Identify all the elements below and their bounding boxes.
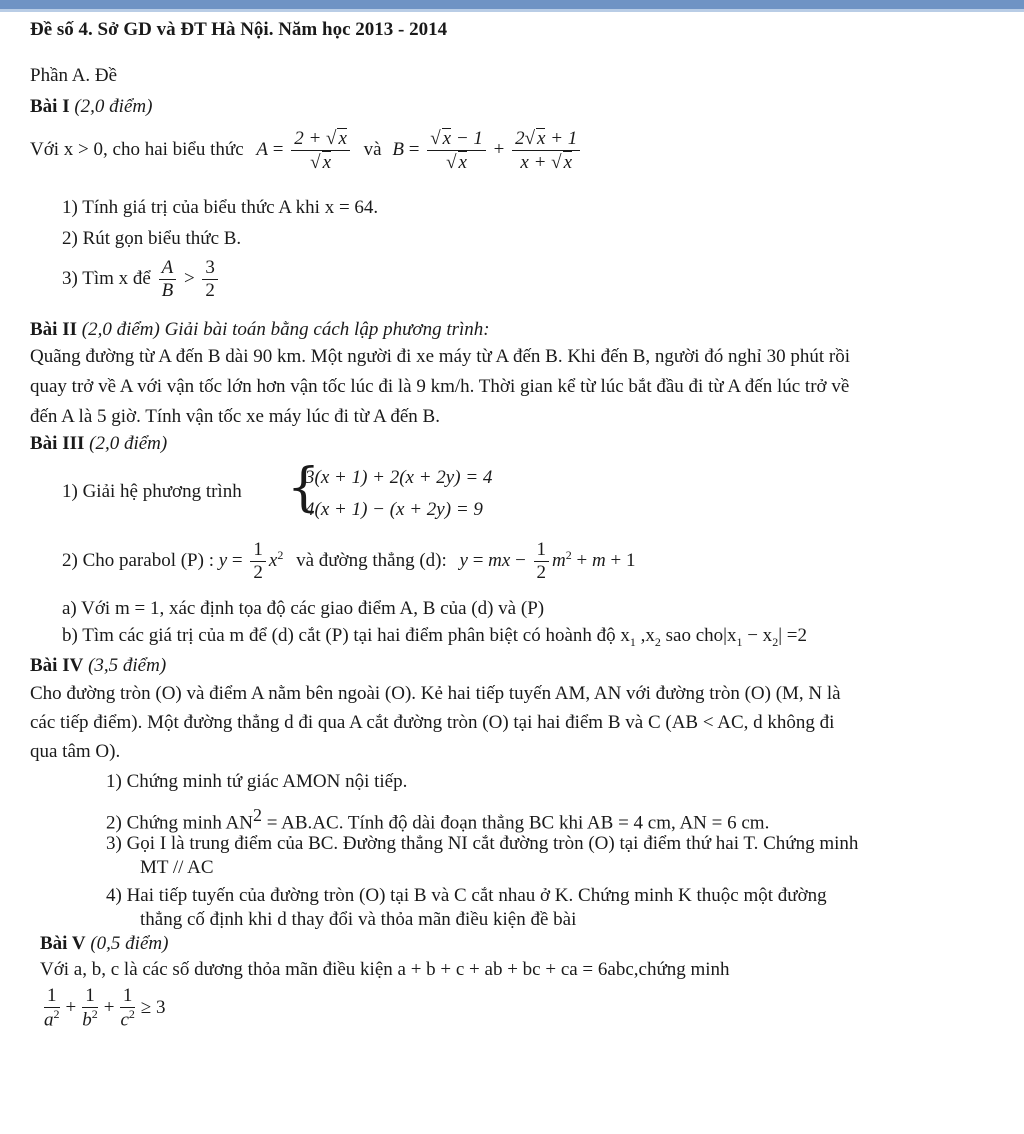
bai5-title: Bài V	[40, 933, 86, 954]
bai3-points: (2,0 điểm)	[89, 433, 168, 454]
bai4-item-1: 1) Chứng minh tứ giác AMON nội tiếp.	[106, 771, 408, 792]
top-border	[0, 0, 1024, 9]
bai1-item-1: 1) Tính giá trị của biểu thức A khi x = 64.	[62, 197, 379, 218]
top-border-light	[0, 9, 1024, 12]
bai3-item-1: 1) Giải hệ phương trình	[62, 481, 242, 502]
bai1-title: Bài I	[30, 96, 70, 117]
bai2-title: Bài II	[30, 319, 77, 340]
bai1-item-2: 2) Rút gọn biểu thức B.	[62, 228, 242, 249]
bai4-item-4-cont: thẳng cố định khi d thay đổi và thỏa mãn điều kiện đề bài	[140, 909, 577, 930]
bai4-line-2: các tiếp điểm). Một đường thẳng d đi qua A cắt đường tròn (O) tại hai điểm B và C (AB < AC, d không đi	[30, 712, 835, 733]
page-title: Đề số 4. Sở GD và ĐT Hà Nội. Năm học 2013 - 2014	[30, 19, 448, 40]
bai1-item-3-line: 3) Tìm x để $\frac{A}{B}$ > $\frac{3}{2}$	[62, 258, 221, 302]
frac-1-b2: $\frac{1}{b^2}$	[82, 985, 98, 1031]
bai2-line-2: quay trở về A với vận tốc lớn hơn vận tốc lúc đi là 9 km/h. Thời gian kể từ lúc bắt đầu đi từ A đến lúc trở về	[30, 376, 850, 397]
bai3-item-2-line: 2) Cho parabol (P) : y = $\frac{1}{2}$ $x^2$ và đường thẳng (d): y = mx − $\frac{1}{2}$ $m^2 + m + 1$	[62, 539, 636, 583]
bai1-intro: Với x > 0, cho hai biểu thức	[30, 139, 244, 161]
formula-A: $\frac{2 + √ x}{√ x}$	[291, 128, 350, 174]
formula-B-part2: $\frac{2√ x + 1}{x + √ x}$	[512, 128, 580, 174]
system-eq-1: 3(x + 1) + 2(x + 2y) = 4	[305, 467, 493, 488]
bai5-points: (0,5 điểm)	[90, 933, 169, 954]
bai1-points: (2,0 điểm)	[74, 96, 153, 117]
bai4-heading	[30, 654, 166, 678]
bai3-heading	[30, 432, 167, 456]
system-brace: {	[287, 458, 321, 518]
bai1-heading	[30, 95, 152, 119]
fraction-3-over-2: $\frac{3}{2}$	[202, 258, 218, 302]
fraction-A-over-B: $\frac{A}{B}$	[159, 258, 177, 302]
bai5-line: Với a, b, c là các số dương thỏa mãn điều kiện a + b + c + ab + bc + ca = 6abc,chứng minh	[40, 959, 730, 980]
bai4-title: Bài IV	[30, 655, 84, 676]
bai3-item-a: a) Với m = 1, xác định tọa độ các giao điểm A, B của (d) và (P)	[62, 598, 545, 619]
bai4-item-4: 4) Hai tiếp tuyến của đường tròn (O) tại B và C cắt nhau ở K. Chứng minh K thuộc một đường	[106, 885, 827, 906]
bai1-and: và	[363, 139, 382, 161]
bai3-line-d: và đường thẳng (d):	[296, 550, 447, 572]
bai2-line-1: Quãng đường từ A đến B dài 90 km. Một người đi xe máy từ A đến B. Khi đến B, người đó nghỉ 30 phút rồi	[30, 346, 850, 367]
bai1-intro-line: Với x > 0, cho hai biểu thức A = $\frac{2 + √ x}{√ x}$ và B = $\frac{√ x - 1}{√ x}$ + $\frac{2√ x + 1}{x + √ x}$	[30, 128, 583, 174]
system-eq-2: 4(x + 1) − (x + 2y) = 9	[305, 499, 483, 520]
bai4-item-2a: 2) Chứng minh AN	[106, 812, 253, 834]
bai4-item-2b: = AB.AC. Tính độ dài đoạn thẳng BC khi AB = 4 cm, AN = 6 cm.	[266, 812, 770, 834]
fraction-one-half-2: $\frac{1}{2}$	[534, 540, 550, 584]
bai2-heading	[30, 318, 490, 342]
bai4-line-1: Cho đường tròn (O) và điểm A nằm bên ngoài (O). Kẻ hai tiếp tuyến AM, AN với đường tròn (O) (M, N là	[30, 683, 841, 704]
bai5-heading	[40, 932, 168, 956]
frac-1-c2: $\frac{1}{c^2}$	[120, 985, 135, 1031]
inequality: $\frac{1}{a^2}$ + $\frac{1}{b^2}$ + $\frac{1}{c^2}$ ≥ 3	[38, 986, 166, 1031]
bai3-item-b-line: b) Tìm các giá trị của m để (d) cắt (P) tại hai điểm phân biệt có hoành độ $x_1$ $,x_2$ sao $cho|x_1 - x_2| =2$	[62, 625, 807, 649]
bai3-item-2: 2) Cho parabol (P) :	[62, 550, 214, 572]
bai3-title: Bài III	[30, 433, 85, 454]
bai4-points: (3,5 điểm)	[88, 655, 167, 676]
bai2-line-3: đến A là 5 giờ. Tính vận tốc xe máy lúc đi từ A đến B.	[30, 406, 440, 427]
bai1-item-3: 3) Tìm x để	[62, 268, 151, 290]
bai4-line-3: qua tâm O).	[30, 741, 121, 762]
formula-B-part1: $\frac{√ x - 1}{√ x}$	[427, 128, 486, 174]
part-label: Phần A. Đề	[30, 65, 118, 86]
bai2-points: (2,0 điểm) Giải bài toán bằng cách lập phương trình:	[81, 319, 490, 340]
frac-1-a2: $\frac{1}{a^2}$	[44, 985, 60, 1031]
bai4-item-2-line: 2) Chứng minh $AN^2 = AB.AC$. Tính độ dài đoạn thẳng BC khi AB = 4 cm, AN = 6 cm.	[106, 805, 770, 834]
fraction-one-half: $\frac{1}{2}$	[250, 540, 266, 584]
bai4-item-3: 3) Gọi I là trung điểm của BC. Đường thẳng NI cắt đường tròn (O) tại điểm thứ hai T. Chứng minh	[106, 833, 859, 854]
bai4-item-3-cont: MT // AC	[140, 857, 214, 878]
bai3-item-b: b) Tìm các giá trị của m để (d) cắt (P) tại hai điểm phân biệt có hoành độ x	[62, 625, 630, 646]
bai3-item-b-tail: sao cho	[665, 625, 724, 646]
